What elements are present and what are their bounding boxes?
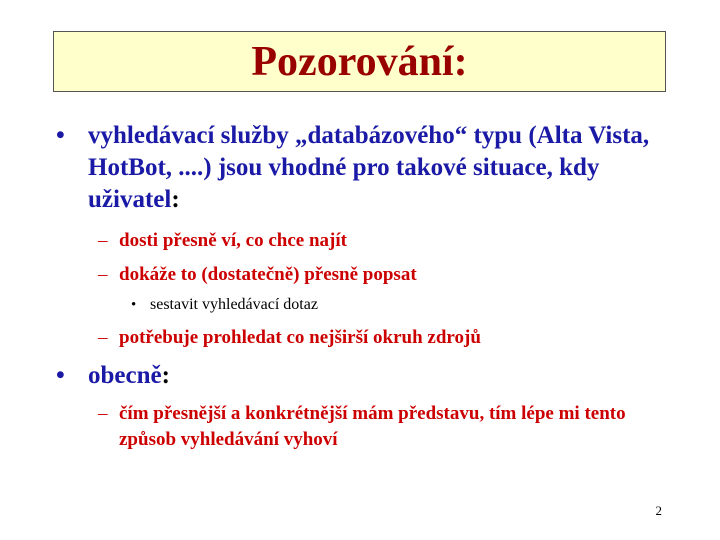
bullet-2-text: obecně	[88, 362, 162, 389]
sub-bullet-3: potřebuje prohledat co nejširší okruh zdrojů	[119, 327, 481, 348]
bullet-2-colon: :	[161, 362, 170, 389]
title-box	[53, 31, 666, 92]
sub-bullet-1: dosti přesně ví, co chce najít	[119, 230, 347, 251]
sub-bullet-marker: –	[98, 264, 108, 285]
sub-bullet-marker: –	[98, 327, 108, 348]
page-number: 2	[655, 503, 662, 518]
sub-bullet-4: čím přesnější a konkrétnější mám představu, tím lépe mi tento způsob vyhledávání vyhoví	[119, 403, 626, 450]
bullet-2	[88, 360, 688, 392]
bullet-marker: •	[56, 362, 65, 389]
sub-sub-bullet-1: sestavit vyhledávací dotaz	[150, 296, 318, 313]
slide-title: Pozorování:	[251, 38, 468, 85]
sub-bullet-marker: –	[98, 403, 108, 424]
bullet-marker: •	[56, 122, 65, 149]
sub-bullet-marker: –	[98, 230, 108, 251]
bullet-1	[88, 120, 688, 216]
sub-bullet-2: dokáže to (dostatečně) přesně popsat	[119, 264, 417, 285]
bullet-1-colon: :	[171, 186, 180, 213]
sub-sub-bullet-marker: •	[131, 297, 137, 313]
bullet-1-text: vyhledávací služby „databázového“ typu (Alta Vista, HotBot, ....) jsou vhodné pro takové situace, kdy uživatel	[88, 122, 650, 213]
